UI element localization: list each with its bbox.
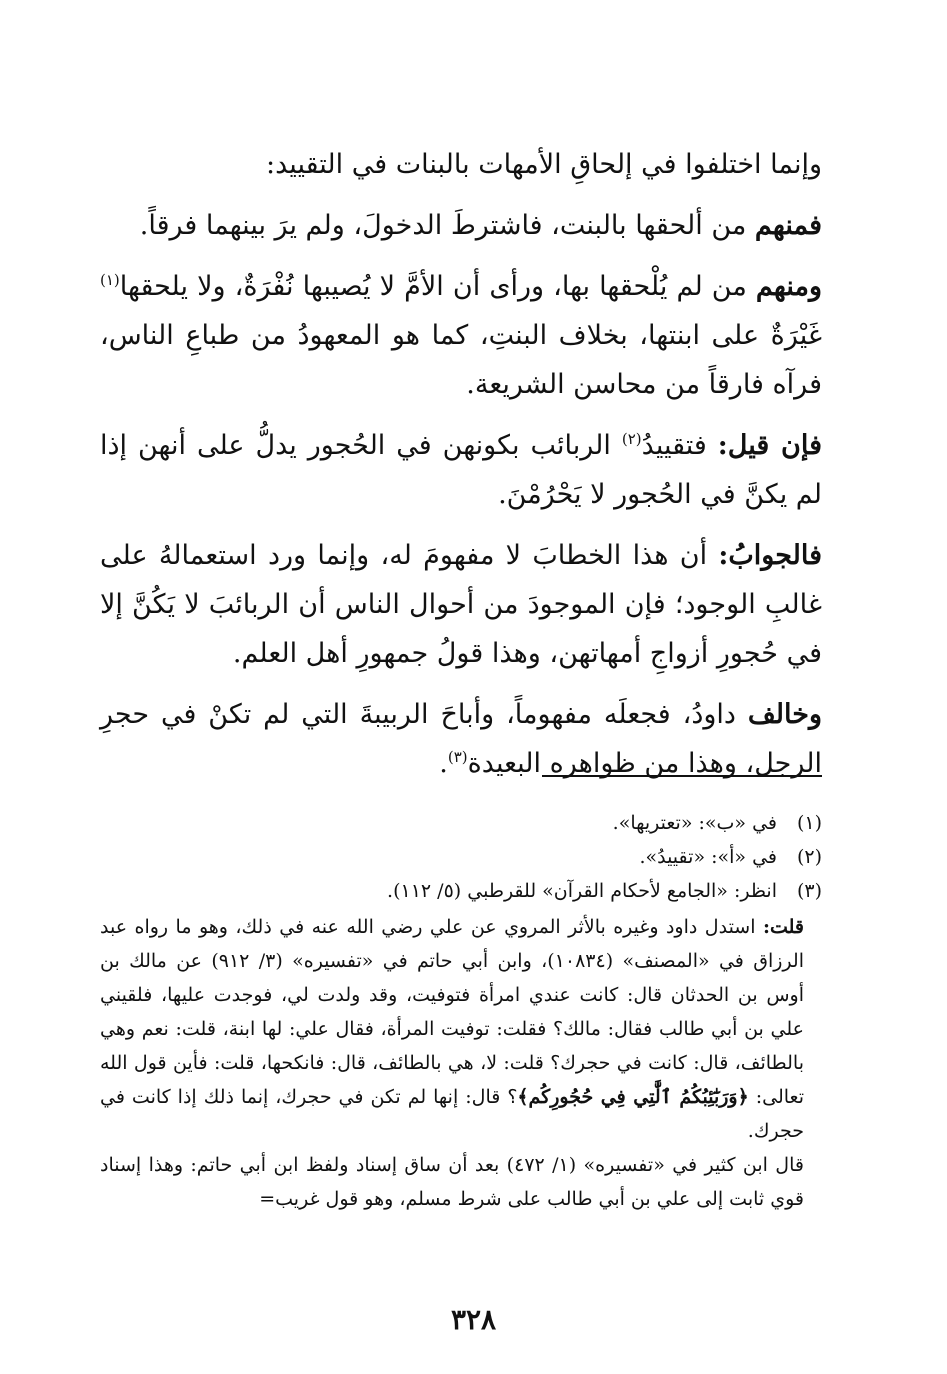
footnote-number: (٢) — [796, 846, 822, 868]
paragraph-text-tail: الربائب بكونهن في الحُجور يدلُّ على أنهن إذا لم يكنَّ في الحُجور لا يَحْرُمْنَ. — [100, 430, 822, 510]
editor-comment — [100, 910, 822, 1216]
footnote-ref: (٣) — [447, 748, 468, 766]
paragraph — [100, 421, 822, 519]
footnote-number: (١) — [796, 812, 822, 834]
paragraph-text: من ألحقها بالبنت، فاشترطَ الدخولَ، ولم يرَ بينهما فرقاً. — [139, 210, 755, 241]
footnote-text: انظر: «الجامع لأحكام القرآن» للقرطبي (٥/ ١١٢). — [387, 880, 777, 902]
paragraph-lead: فالجوابُ: — [718, 540, 822, 571]
footnote — [100, 876, 822, 906]
paragraph-text: داودُ، فجعلَه مفهوماً، وأباحَ الربيبةَ التي لم تكنْ في حجرِ الرجل، وهذا من ظواهره البعيدة — [100, 699, 822, 779]
footnote-text: في «ب»: «تعتريها». — [612, 812, 777, 834]
comment-text-end: ؟ قال: إنها لم تكن في حجرك، إنما ذلك إذا كانت في حجرك. — [100, 1086, 804, 1142]
comment-lead: قلت: — [762, 916, 804, 938]
page-number: ٣٢٨ — [450, 1303, 497, 1336]
paragraph — [100, 201, 822, 250]
footnote-separator — [542, 775, 822, 777]
paragraph-text: أن هذا الخطابَ لا مفهومَ له، وإنما ورد استعمالهُ على غالبِ الوجود؛ فإن الموجودَ من أحوال الناس أن الربائبَ لا يَكُنَّ إلا في حُجورِ أزواجِ أمهاتهن، وهذا قولُ جمهورِ أهل العلم. — [100, 540, 822, 669]
paragraph — [100, 140, 822, 189]
quran-verse: ﴿وَرَبَٰٓئِبُكُمُ ٱلَّٰتِي فِي حُجُورِكُم﴾ — [517, 1086, 749, 1108]
comment-paragraph — [100, 1148, 804, 1216]
footnote-text: في «أ»: «تقييدُ». — [639, 846, 777, 868]
paragraph — [100, 531, 822, 678]
footnote-ref: (١) — [100, 271, 120, 289]
footnote-ref: (٢) — [621, 430, 642, 448]
footnote-number: (٣) — [796, 880, 822, 902]
paragraph — [100, 262, 822, 409]
paragraph-text-tail: . — [439, 748, 448, 779]
paragraph-text: من لم يُلْحقها بها، ورأى أن الأمَّ لا يُصيبها نُفْرَةٌ، ولا يلحقها — [119, 271, 756, 302]
comment-paragraph — [100, 910, 804, 1148]
comment-text: قال ابن كثير في «تفسيره» (١/ ٤٧٢) بعد أن ساق إسناد ولفظ ابن أبي حاتم: وهذا إسناد قوي ثابت إلى علي بن أبي طالب على شرط مسلم، وهو قول غريب= — [100, 1154, 804, 1210]
main-text — [100, 140, 822, 800]
footnote — [100, 842, 822, 872]
paragraph-text: فتقييدُ — [641, 430, 718, 461]
footnotes — [100, 808, 822, 1216]
paragraph-lead: ومنهم — [755, 271, 822, 302]
paragraph-lead: فمنهم — [754, 210, 822, 241]
comment-text: استدل داود وغيره بالأثر المروي عن علي رضي الله عنه في ذلك، وهو ما رواه عبد الرزاق في «المصنف» (١٠٨٣٤)، وابن أبي حاتم في «تفسيره» (٣/ ٩١٢) عن مالك بن أوس بن الحدثان قال: كانت عندي امرأة فتوفيت، وقد ولدت لي، فوجدت عليها، فلقيني علي بن أبي طالب فقال: مالك؟ فقلت: توفيت المرأة، فقال علي: لها ابنة، قلت: نعم وهي بالطائف، قال: كانت في حجرك؟ قلت: لا، هي بالطائف، قال: فانكحها، قلت: فأين قول الله تعالى: — [100, 916, 804, 1108]
paragraph-text-tail: غَيْرَةٌ على ابنتها، بخلاف البنتِ، كما هو المعهودُ من طباعِ الناس، فرآه فارقاً من محاسن الشريعة. — [100, 320, 822, 400]
paragraph-lead: فإن قيل: — [717, 430, 822, 461]
paragraph-lead: وخالف — [747, 699, 822, 730]
paragraph-text: وإنما اختلفوا في إلحاقِ الأمهات بالبنات في التقييد: — [266, 149, 822, 180]
footnote — [100, 808, 822, 838]
paragraph — [100, 690, 822, 788]
